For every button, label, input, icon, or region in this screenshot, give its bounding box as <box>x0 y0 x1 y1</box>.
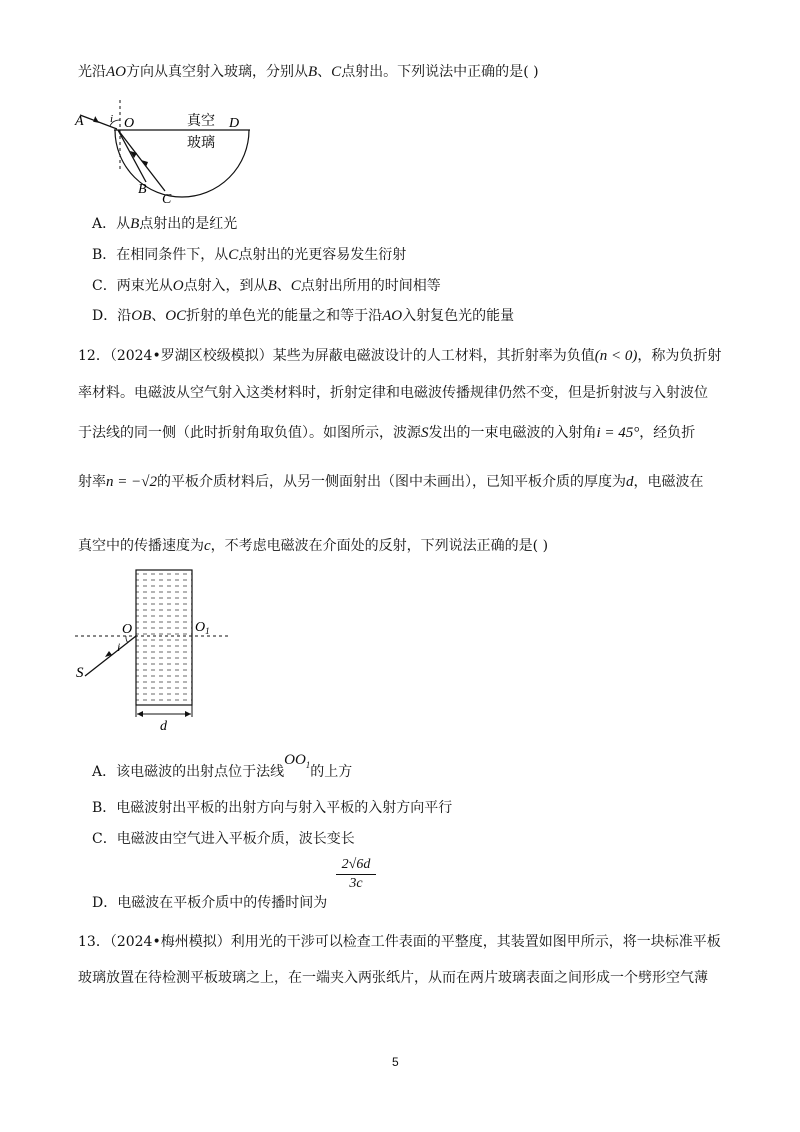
q12-figure <box>70 565 240 735</box>
q13-line-2: 玻璃放置在待检测平板玻璃之上，在一端夹入两张纸片，从而在两片玻璃表面之间形成一个劈形空气薄 <box>78 970 708 986</box>
q12-line-2: 率材料。电磁波从空气射入这类材料时，折射定律和电磁波传播规律仍然不变，但是折射波与入射波位 <box>78 385 708 401</box>
q11-stem: 光沿AO方向从真空射入玻璃，分别从B、C点射出。下列说法中正确的是( ) <box>78 64 539 80</box>
q12-option-d[interactable]: D．电磁波在平板介质中的传播时间为 <box>92 895 328 911</box>
label-S: S <box>76 665 84 681</box>
q12-option-a[interactable]: A．该电磁波的出射点位于法线$OO_1$的上方 <box>92 752 353 780</box>
q11-option-d[interactable]: D．沿OB、OC折射的单色光的能量之和等于沿AO入射复色光的能量 <box>92 308 515 324</box>
q11-figure <box>70 95 260 205</box>
label-glass: 玻璃 <box>187 136 215 151</box>
q12-line-1: 12．（2024•罗湖区校级模拟）某些为屏蔽电磁波设计的人工材料，其折射率为负值(n < 0)，称为负折射 <box>78 348 722 364</box>
label-vacuum: 真空 <box>187 114 215 129</box>
ray-OC-arrow <box>141 160 148 167</box>
glass-semicircle <box>115 130 249 197</box>
angle-arc <box>126 636 128 643</box>
label-B: B <box>138 182 147 197</box>
q12-option-c[interactable]: C．电磁波由空气进入平板介质，波长变长 <box>92 831 355 847</box>
answer-bracket: ( ) <box>523 64 539 80</box>
label-O1: $O_1$ <box>195 620 210 636</box>
answer-bracket: ( ) <box>532 538 549 554</box>
q11-option-c[interactable]: C．两束光从O点射入，到从B、C点射出所用的时间相等 <box>92 278 441 294</box>
q12-option-b[interactable]: B．电磁波射出平板的出射方向与射入平板的入射方向平行 <box>92 800 453 816</box>
label-O: O <box>122 622 133 637</box>
q13-line-1: 13．（2024•梅州模拟）利用光的干涉可以检查工件表面的平整度，其装置如图甲所示，将一块标准平板 <box>78 934 721 950</box>
q12-line-5: 真空中的传播速度为c，不考虑电磁波在介面处的反射，下列说法正确的是( ) <box>78 538 549 554</box>
incident-ray-S <box>85 636 136 676</box>
fraction-numerator: 2√6d <box>336 856 376 875</box>
label-A: A <box>75 114 84 129</box>
label-D: D <box>229 116 240 131</box>
slab-medium <box>136 570 192 705</box>
label-O: O <box>124 116 135 131</box>
fraction-denominator: 3c <box>349 876 363 891</box>
label-i: i <box>110 113 114 125</box>
q11-option-b[interactable]: B．在相同条件下，从C点射出的光更容易发生衍射 <box>92 247 407 263</box>
q11-option-a[interactable]: A．从B点射出的是红光 <box>92 216 238 232</box>
page-number: 5 <box>392 1055 399 1069</box>
q12-line-4: 射率n = −√2的平板介质材料后，从另一侧面射出（图中未画出），已知平板介质的厚度为d，电磁波在 <box>78 474 704 490</box>
label-i: i <box>117 640 121 654</box>
label-d: d <box>160 719 167 734</box>
q12-line-3: 于法线的同一侧（此时折射角取负值）。如图所示，波源S发出的一束电磁波的入射角i = 45°，经负折 <box>78 425 696 441</box>
q12-option-d-fraction <box>336 856 376 893</box>
label-C: C <box>162 192 172 205</box>
